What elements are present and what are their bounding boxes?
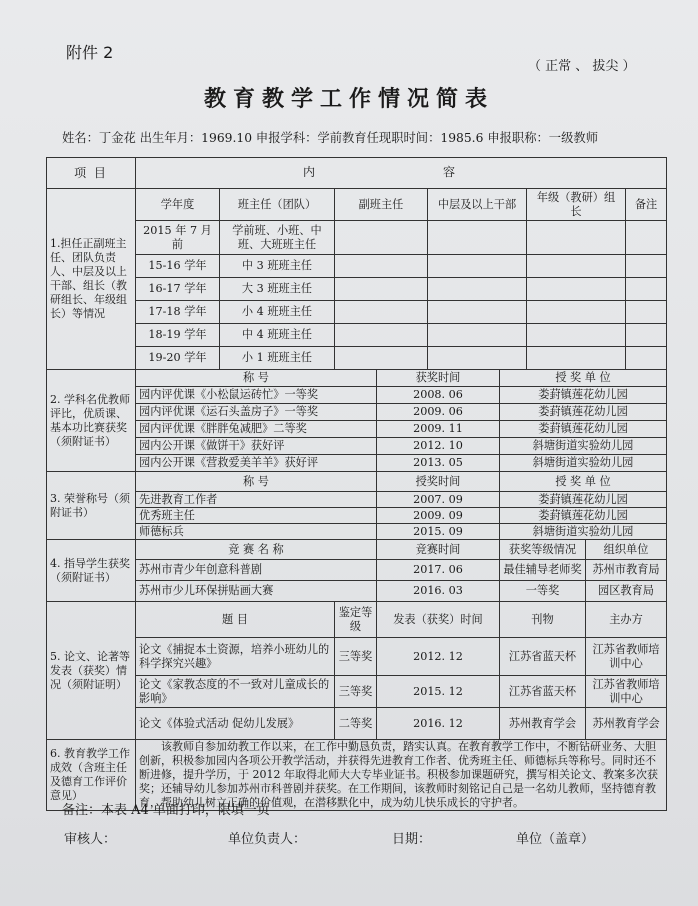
s3-honor-name: 优秀班主任	[136, 508, 377, 524]
s1-col-deputy: 副班主任	[335, 189, 428, 221]
s3-header-row	[47, 472, 667, 492]
s4-contest-level: 最佳辅导老师奖	[500, 560, 586, 581]
table-row	[47, 708, 667, 740]
s5-paper-title: 论文《家教态度的不一致对儿童成长的影响》	[136, 676, 335, 708]
s5-paper-pub: 苏州教育学会	[500, 708, 586, 740]
s2-award-time: 2008. 06	[377, 387, 500, 404]
s3-label: 3. 荣誉称号（须附证书）	[47, 472, 136, 540]
s5-paper-title: 论文《体验式活动 促幼儿发展》	[136, 708, 335, 740]
s1-year: 17-18 学年	[136, 301, 220, 324]
s4-col-name: 竞 赛 名 称	[136, 540, 377, 560]
s3-honor-unit: 斜塘街道实验幼儿园	[500, 524, 667, 540]
s1-role: 小 4 班班主任	[220, 301, 335, 324]
reviewer-field: 审核人：	[64, 832, 117, 847]
s5-paper-time: 2015. 12	[377, 676, 500, 708]
s1-year: 2015 年 7 月前	[136, 221, 220, 255]
table-row	[47, 638, 667, 676]
table-row	[47, 301, 667, 324]
table-row	[47, 387, 667, 404]
s2-col-name: 称 号	[136, 370, 377, 387]
s4-contest-name: 苏州市少儿环保拼贴画大赛	[136, 581, 377, 602]
s5-paper-time: 2016. 12	[377, 708, 500, 740]
s1-year: 19-20 学年	[136, 347, 220, 370]
s4-contest-time: 2017. 06	[377, 560, 500, 581]
s4-col-time: 竞赛时间	[377, 540, 500, 560]
header-content	[136, 158, 667, 189]
table-row	[47, 581, 667, 602]
s1-col-remark: 备注	[626, 189, 667, 221]
s2-award-name: 园内公开课《做饼干》获好评	[136, 438, 377, 455]
s3-honor-time: 2015. 09	[377, 524, 500, 540]
s2-award-unit: 娄葑镇莲花幼儿园	[500, 404, 667, 421]
header-content-char-2: 容	[443, 165, 456, 179]
s1-role: 大 3 班班主任	[220, 278, 335, 301]
s4-col-org: 组织单位	[586, 540, 667, 560]
s3-honor-name: 先进教育工作者	[136, 492, 377, 508]
s3-honor-unit: 娄葑镇莲花幼儿园	[500, 492, 667, 508]
s3-honor-name: 师德标兵	[136, 524, 377, 540]
table-row	[47, 255, 667, 278]
s1-year: 16-17 学年	[136, 278, 220, 301]
s4-contest-time: 2016. 03	[377, 581, 500, 602]
table-row	[47, 421, 667, 438]
s5-col-host: 主办方	[586, 602, 667, 638]
s1-header-row	[47, 189, 667, 221]
s2-award-name: 园内公开课《营救爱美羊羊》获好评	[136, 455, 377, 472]
s1-label: 1.担任正副班主任、团队负责人、中层及以上干部、组长（教研组长、年级组长）等情况	[47, 189, 136, 370]
table-row	[47, 560, 667, 581]
table-row	[47, 524, 667, 540]
applicant-info: 姓名：丁金花 出生年月：1969.10 申报学科：学前教育任现职时间：1985.6 申报职称：一级教师	[62, 131, 598, 145]
s5-header-row	[47, 602, 667, 638]
attachment-label: 附件 2	[66, 43, 114, 62]
s5-col-pub: 刊物	[500, 602, 586, 638]
s3-honor-time: 2007. 09	[377, 492, 500, 508]
s1-col-year: 学年度	[136, 189, 220, 221]
table-row	[47, 324, 667, 347]
s3-col-time: 授奖时间	[377, 472, 500, 492]
s5-col-time: 发表（获奖）时间	[377, 602, 500, 638]
table-row	[47, 676, 667, 708]
s5-paper-host: 苏州教育学会	[586, 708, 667, 740]
s4-col-level: 获奖等级情况	[500, 540, 586, 560]
s2-award-unit: 斜塘街道实验幼儿园	[500, 455, 667, 472]
s4-label: 4. 指导学生获奖（须附证书）	[47, 540, 136, 602]
s3-honor-unit: 娄葑镇莲花幼儿园	[500, 508, 667, 524]
s1-col-group-leader: 年级（教研）组 长	[527, 189, 626, 221]
s5-paper-pub: 江苏省蓝天杯	[500, 676, 586, 708]
s5-col-grade: 鉴定等级	[335, 602, 377, 638]
s1-role: 中 4 班班主任	[220, 324, 335, 347]
s4-header-row	[47, 540, 667, 560]
date-field: 日期：	[392, 832, 432, 847]
s4-contest-org: 园区教育局	[586, 581, 667, 602]
table-row	[47, 404, 667, 421]
s5-paper-grade: 三等奖	[335, 676, 377, 708]
s2-award-name: 园内评优课《运石头盖房子》一等奖	[136, 404, 377, 421]
footer-note: 备注：本表 A4 单面打印，限填一页	[62, 803, 270, 818]
s2-header-row	[47, 370, 667, 387]
s5-paper-grade: 三等奖	[335, 638, 377, 676]
s5-label: 5. 论文、论著等发表（获奖）情况（须附证明）	[47, 602, 136, 740]
s2-col-time: 获奖时间	[377, 370, 500, 387]
s2-award-name: 园内评优课《胖胖兔减肥》二等奖	[136, 421, 377, 438]
s2-award-time: 2009. 11	[377, 421, 500, 438]
s1-role: 学前班、小班、中班、大班班主任	[220, 221, 335, 255]
s2-award-time: 2012. 10	[377, 438, 500, 455]
s3-honor-time: 2009. 09	[377, 508, 500, 524]
s2-col-unit: 授 奖 单 位	[500, 370, 667, 387]
s5-col-topic: 题 目	[136, 602, 335, 638]
s3-col-unit: 授 奖 单 位	[500, 472, 667, 492]
s4-contest-level: 一等奖	[500, 581, 586, 602]
s1-col-cadre: 中层及以上干部	[428, 189, 527, 221]
s5-paper-host: 江苏省教师培训中心	[586, 638, 667, 676]
table-row	[47, 508, 667, 524]
s2-award-unit: 娄葑镇莲花幼儿园	[500, 387, 667, 404]
s5-paper-time: 2012. 12	[377, 638, 500, 676]
s2-award-time: 2013. 05	[377, 455, 500, 472]
s4-contest-name: 苏州市青少年创意科普剧	[136, 560, 377, 581]
s2-award-unit: 斜塘街道实验幼儿园	[500, 438, 667, 455]
s1-role: 中 3 班班主任	[220, 255, 335, 278]
s1-year: 18-19 学年	[136, 324, 220, 347]
work-summary-table	[46, 157, 667, 811]
table-row	[47, 278, 667, 301]
table-row	[47, 438, 667, 455]
s3-col-name: 称 号	[136, 472, 377, 492]
s2-label: 2. 学科名优教师评比，优质课、基本功比赛获奖（须附证书）	[47, 370, 136, 472]
s2-award-name: 园内评优课《小松鼠运砖忙》一等奖	[136, 387, 377, 404]
s4-contest-org: 苏州市教育局	[586, 560, 667, 581]
s5-paper-title: 论文《捕捉本土资源，培养小班幼儿的科学探究兴趣》	[136, 638, 335, 676]
s5-paper-grade: 二等奖	[335, 708, 377, 740]
s6-label: 6. 教育教学工作成效（含班主任及德育工作评价意见）	[47, 740, 136, 811]
table-row	[47, 347, 667, 370]
table-row	[47, 455, 667, 472]
table-row	[47, 221, 667, 255]
category-selection: （ 正常 、 拔尖 ）	[528, 59, 636, 74]
table-header-row	[47, 158, 667, 189]
unit-head-field: 单位负责人：	[228, 832, 307, 847]
seal-field: 单位（盖章）	[516, 832, 595, 847]
s2-award-unit: 娄葑镇莲花幼儿园	[500, 421, 667, 438]
page-title: 教育教学工作情况简表	[203, 86, 494, 112]
s5-paper-pub: 江苏省蓝天杯	[500, 638, 586, 676]
s1-col-headteacher: 班主任（团队）	[220, 189, 335, 221]
s1-role: 小 1 班班主任	[220, 347, 335, 370]
s6-evaluation-text: 该教师自参加幼教工作以来，在工作中勤恳负责，踏实认真。在教育教学工作中，不断钻研业务、大胆创新，积极参加园内各项公开教学活动，并获得先进教育工作者、优秀班主任、师德标兵等称号。同时还不断进修，提升学历，于 2012 年取得北师大大专毕业证书。积极参加课题研究，撰写相关论文、教案多次获奖；还辅导幼儿参加苏州市科普剧并获奖。在工作期间，该教师时刻铭记自己是一名幼儿教师，坚持德育教育，帮助幼儿树立正确的价值观，在潜移默化中，成为幼儿快乐成长的守护者。	[136, 740, 667, 811]
header-item: 项 目	[47, 158, 136, 189]
table-row	[47, 492, 667, 508]
header-content-char-1: 内	[303, 165, 316, 179]
s2-award-time: 2009. 06	[377, 404, 500, 421]
s5-paper-host: 江苏省教师培训中心	[586, 676, 667, 708]
s1-year: 15-16 学年	[136, 255, 220, 278]
